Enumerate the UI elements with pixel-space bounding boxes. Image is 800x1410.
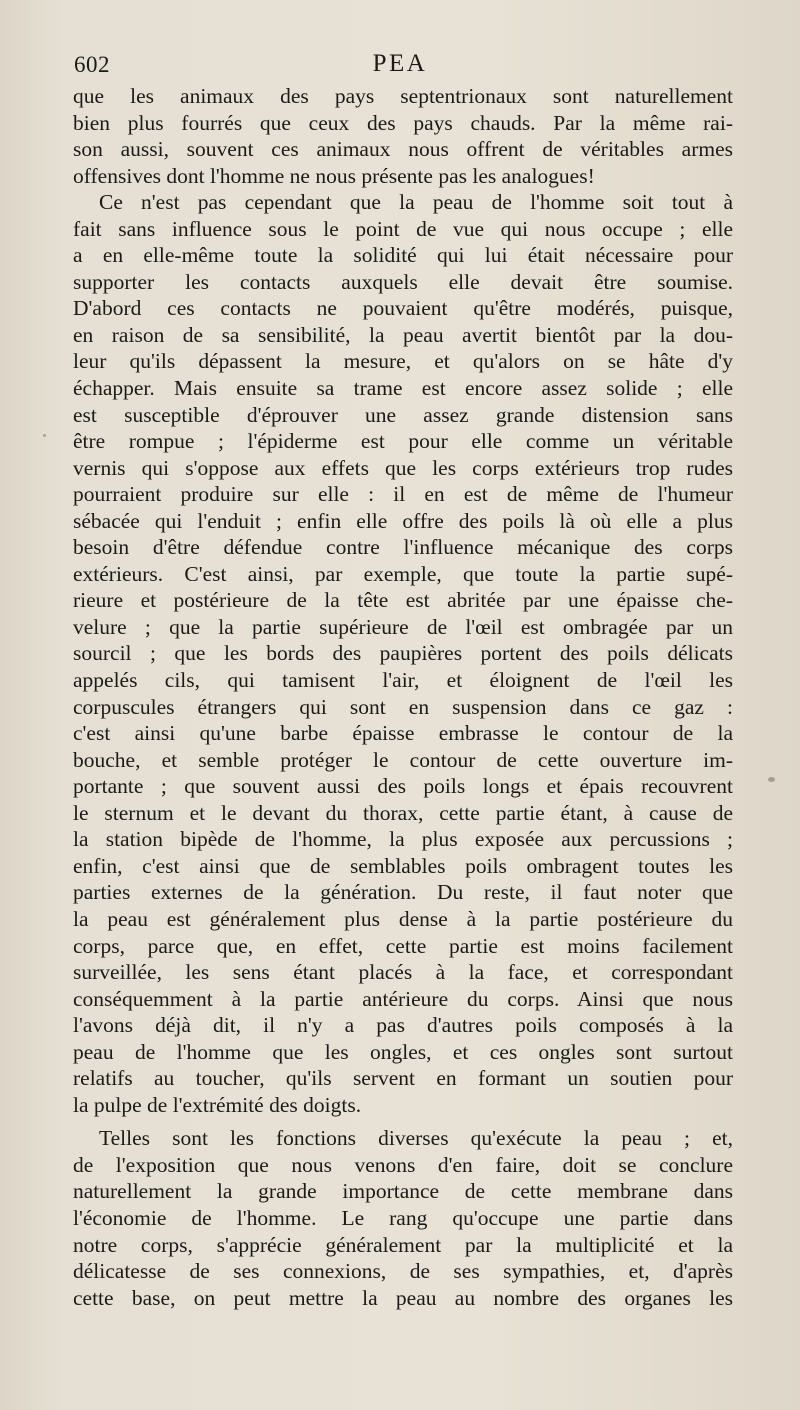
paragraph	[73, 1125, 733, 1311]
text-line: rieure et postérieure de la tête est abritée par une épaisse che-	[73, 588, 733, 613]
paragraph-gap	[73, 1118, 733, 1125]
text-line: délicatesse de ses connexions, de ses sympathies, et, d'après	[73, 1259, 733, 1284]
text-line: velure ; que la partie supérieure de l'œil est ombragée par un	[73, 614, 733, 639]
text-line: l'économie de l'homme. Le rang qu'occupe une partie dans	[73, 1205, 733, 1230]
text-line: peau de l'homme que les ongles, et ces ongles sont surtout	[73, 1039, 733, 1064]
page-header	[60, 48, 740, 82]
text-line: parties externes de la génération. Du reste, il faut noter que	[73, 880, 733, 905]
text-line: pourraient produire sur elle : il en est de même de l'humeur	[73, 482, 733, 507]
text-line: a en elle-même toute la solidité qui lui était nécessaire pour	[73, 243, 733, 268]
text-line: en raison de sa sensibilité, la peau avertit bientôt par la dou-	[73, 322, 733, 347]
body-text	[73, 83, 733, 1311]
text-line: la peau est généralement plus dense à la partie postérieure du	[73, 906, 733, 931]
text-line: D'abord ces contacts ne pouvaient qu'être modérés, puisque,	[73, 296, 733, 321]
paragraph	[73, 189, 733, 1118]
text-line: naturellement la grande importance de cette membrane dans	[73, 1179, 733, 1204]
text-line: est susceptible d'éprouver une assez grande distension sans	[73, 402, 733, 427]
text-line: Telles sont les fonctions diverses qu'exécute la peau ; et,	[99, 1126, 733, 1151]
text-line: l'avons déjà dit, il n'y a pas d'autres poils composés à la	[73, 1013, 733, 1038]
text-line: la station bipède de l'homme, la plus exposée aux percussions ;	[73, 827, 733, 852]
text-line: cette base, on peut mettre la peau au nombre des organes les	[73, 1285, 733, 1310]
text-line: vernis qui s'oppose aux effets que les corps extérieurs trop rudes	[73, 455, 733, 480]
text-line: la pulpe de l'extrémité des doigts.	[73, 1092, 362, 1117]
text-line: leur qu'ils dépassent la mesure, et qu'alors on se hâte d'y	[73, 349, 733, 374]
paper-speck	[768, 777, 775, 782]
text-line: notre corps, s'apprécie généralement par la multiplicité et la	[73, 1232, 733, 1257]
text-line: le sternum et le devant du thorax, cette partie étant, à cause de	[73, 800, 733, 825]
text-line: bouche, et semble protéger le contour de cette ouverture im-	[73, 747, 733, 772]
text-line: extérieurs. C'est ainsi, par exemple, que toute la partie supé-	[73, 561, 733, 586]
text-line: de l'exposition que nous venons d'en faire, doit se conclure	[73, 1152, 733, 1177]
text-line: surveillée, les sens étant placés à la face, et correspondant	[73, 960, 733, 985]
text-line: conséquemment à la partie antérieure du corps. Ainsi que nous	[73, 986, 733, 1011]
text-line: offensives dont l'homme ne nous présente pas les analogues!	[73, 163, 595, 188]
text-line: sourcil ; que les bords des paupières portent des poils délicats	[73, 641, 733, 666]
text-line: besoin d'être défendue contre l'influence mécanique des corps	[73, 535, 733, 560]
text-line: c'est ainsi qu'une barbe épaisse embrasse le contour de la	[73, 721, 733, 746]
text-line: sébacée qui l'enduit ; enfin elle offre des poils là où elle a plus	[73, 508, 733, 533]
text-line: être rompue ; l'épiderme est pour elle comme un véritable	[73, 429, 733, 454]
text-line: que les animaux des pays septentrionaux sont naturellement	[73, 84, 733, 108]
text-line: corps, parce que, en effet, cette partie est moins facilement	[73, 933, 733, 958]
text-line: enfin, c'est ainsi que de semblables poils ombragent toutes les	[73, 853, 733, 878]
page-number: 602	[74, 52, 110, 77]
running-head: PEA	[372, 50, 428, 77]
text-line: Ce n'est pas cependant que la peau de l'homme soit tout à	[99, 190, 733, 215]
text-line: supporter les contacts auxquels elle devait être soumise.	[73, 269, 733, 294]
text-line: son aussi, souvent ces animaux nous offrent de véritables armes	[73, 137, 733, 162]
text-line: fait sans influence sous le point de vue qui nous occupe ; elle	[73, 216, 733, 241]
text-line: bien plus fourrés que ceux des pays chauds. Par la même rai-	[73, 110, 733, 135]
text-line: portante ; que souvent aussi des poils longs et épais recouvrent	[73, 774, 733, 799]
text-line: relatifs au toucher, qu'ils servent en formant un soutien pour	[73, 1066, 733, 1091]
text-line: corpuscules étrangers qui sont en suspension dans ce gaz :	[73, 694, 733, 719]
paragraph	[73, 83, 733, 189]
text-line: appelés cils, qui tamisent l'air, et éloignent de l'œil les	[73, 668, 733, 693]
paper-speck	[43, 434, 46, 437]
text-line: échapper. Mais ensuite sa trame est encore assez solide ; elle	[73, 376, 733, 401]
